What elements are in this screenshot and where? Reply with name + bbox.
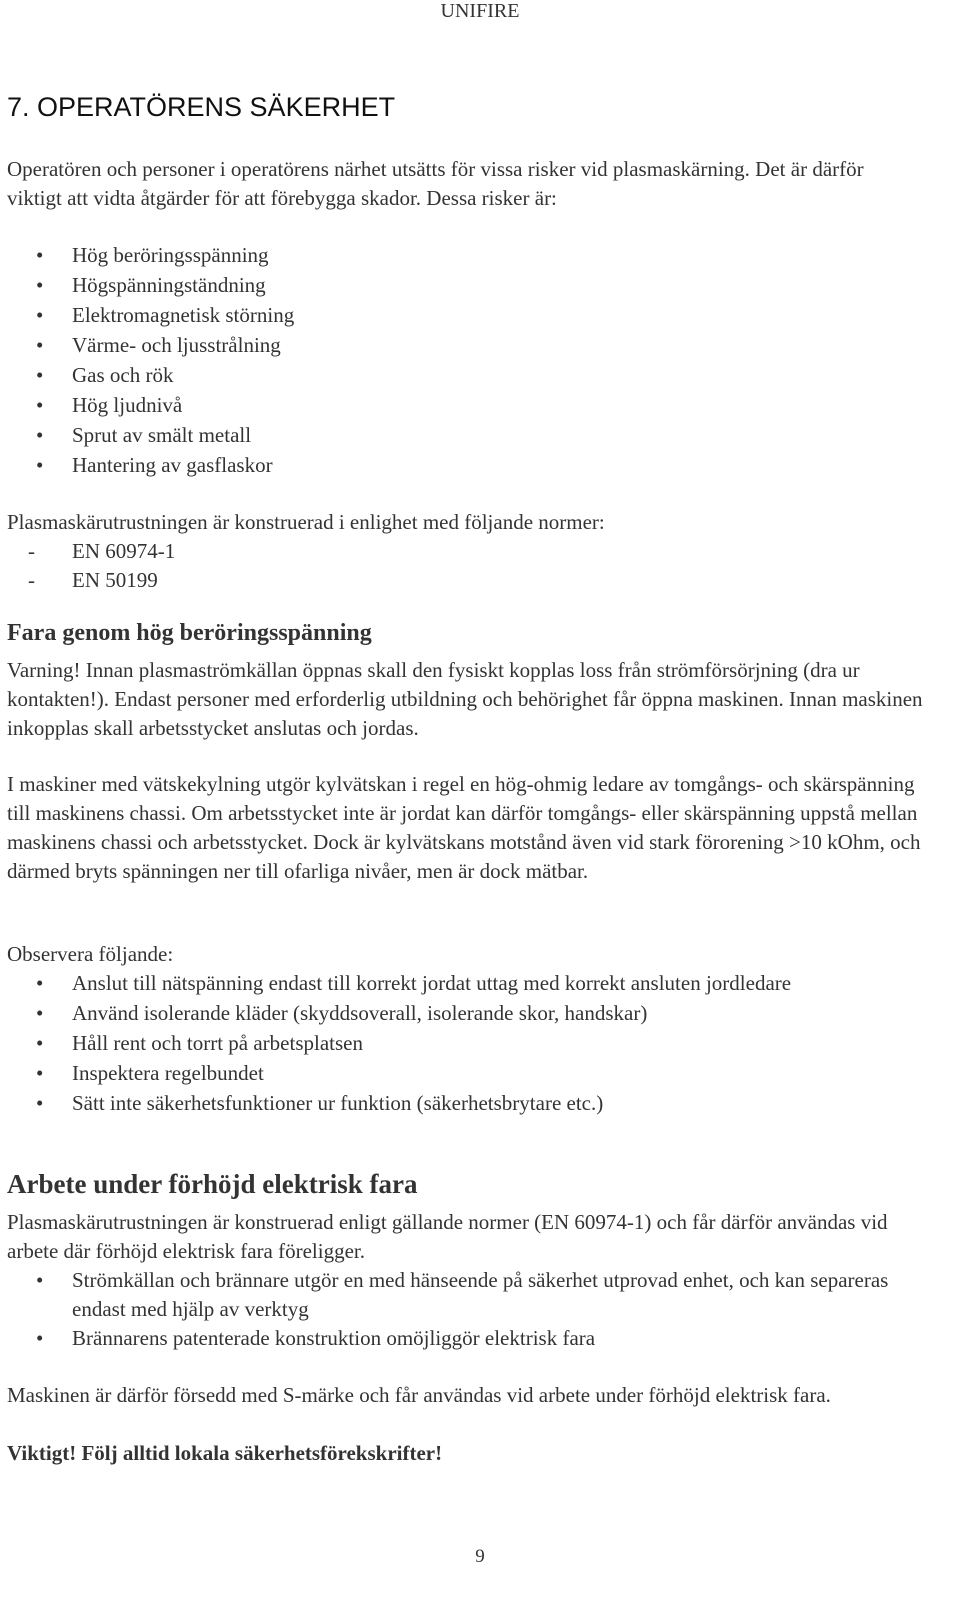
list-item: • Elektromagnetisk störning <box>0 300 294 330</box>
observe-label: Observera följande: <box>7 942 174 966</box>
bullet-icon: • <box>36 453 44 477</box>
list-item: • Håll rent och torrt på arbetsplatsen <box>0 1028 791 1058</box>
page-number: 9 <box>475 1546 485 1567</box>
bullet-icon: • <box>36 303 44 327</box>
risk-list <box>0 240 294 480</box>
bullet-icon: • <box>36 333 44 357</box>
bullet-icon: • <box>36 1326 44 1350</box>
intro-paragraph: Operatören och personer i operatörens närhet utsätts för vissa risker vid plasmaskärning. Det är därför viktigt att vidta åtgärder för att förebygga skador. Dessa risker är: <box>7 157 864 210</box>
list-item: - EN 50199 <box>0 566 175 595</box>
dash-icon: - <box>28 539 35 563</box>
list-item: • Värme- och ljusstrålning <box>0 330 294 360</box>
list-item: • Inspektera regelbundet <box>0 1058 791 1088</box>
section-heading: Arbete under förhöjd elektrisk fara <box>7 1169 418 1199</box>
list-item: • Anslut till nätspänning endast till korrekt jordat uttag med korrekt ansluten jordledare <box>0 968 791 998</box>
warning-paragraph: Varning! Innan plasmaströmkällan öppnas skall den fysiskt kopplas loss från strömförsörjning (dra ur kontakten!). Endast personer med erforderlig utbildning och behörighet får öppna maskinen. Innan maskinen inkopplas skall arbetsstycket anslutas och jordas. <box>7 658 923 740</box>
norms-list <box>0 537 175 595</box>
list-item: - EN 60974-1 <box>0 537 175 566</box>
norms-intro: Plasmaskärutrustningen är konstruerad i enlighet med följande normer: <box>7 510 605 534</box>
bullet-icon: • <box>36 273 44 297</box>
bullet-icon: • <box>36 1061 44 1085</box>
bullet-icon: • <box>36 423 44 447</box>
list-item: • Hantering av gasflaskor <box>0 450 294 480</box>
bullet-icon: • <box>36 1031 44 1055</box>
dash-icon: - <box>28 568 35 592</box>
section-heading: Fara genom hög beröringsspänning <box>7 620 372 646</box>
list-item: • Hög beröringsspänning <box>0 240 294 270</box>
bullet-icon: • <box>36 243 44 267</box>
list-item: • Brännarens patenterade konstruktion omöjliggör elektrisk fara <box>0 1324 940 1353</box>
safety-list <box>0 1266 940 1353</box>
list-item: • Strömkällan och brännare utgör en med hänseende på säkerhet utprovad enhet, och kan separeras endast med hjälp av verktyg <box>36 1268 889 1321</box>
s-mark-paragraph: Maskinen är därför försedd med S-märke och får användas vid arbete under förhöjd elektrisk fara. <box>7 1383 831 1407</box>
bullet-icon: • <box>36 1091 44 1115</box>
list-item: • Högspänningständning <box>0 270 294 300</box>
section-title: 7. OPERATÖRENS SÄKERHET <box>7 92 396 122</box>
list-item: • Gas och rök <box>0 360 294 390</box>
bullet-icon: • <box>36 1268 44 1292</box>
list-item: • Använd isolerande kläder (skyddsoverall, isolerande skor, handskar) <box>0 998 791 1028</box>
bullet-icon: • <box>36 1001 44 1025</box>
important-note: Viktigt! Följ alltid lokala säkerhetsförekskrifter! <box>7 1441 443 1465</box>
document-header: UNIFIRE <box>440 0 520 22</box>
list-item: • Sprut av smält metall <box>0 420 294 450</box>
bullet-icon: • <box>36 393 44 417</box>
coolant-paragraph: I maskiner med vätskekylning utgör kylvätskan i regel en hög-ohmig ledare av tomgångs- och skärspänning till maskinens chassi. Om arbetsstycket inte är jordat kan därför tomgångs- eller skärspänning uppstå mellan maskinens chassi och arbetsstycket. Dock är kylvätskans motstånd även vid stark förorening >10 kOhm, och därmed bryts spänningen ner till ofarliga nivåer, men är dock mätbar. <box>7 772 921 883</box>
list-item: • Hög ljudnivå <box>0 390 294 420</box>
bullet-icon: • <box>36 971 44 995</box>
list-item: • Sätt inte säkerhetsfunktioner ur funktion (säkerhetsbrytare etc.) <box>0 1088 791 1118</box>
precaution-list <box>0 968 791 1118</box>
bullet-icon: • <box>36 363 44 387</box>
norm-paragraph: Plasmaskärutrustningen är konstruerad enligt gällande normer (EN 60974-1) och får därför användas vid arbete där förhöjd elektrisk fara föreligger. <box>7 1210 888 1263</box>
